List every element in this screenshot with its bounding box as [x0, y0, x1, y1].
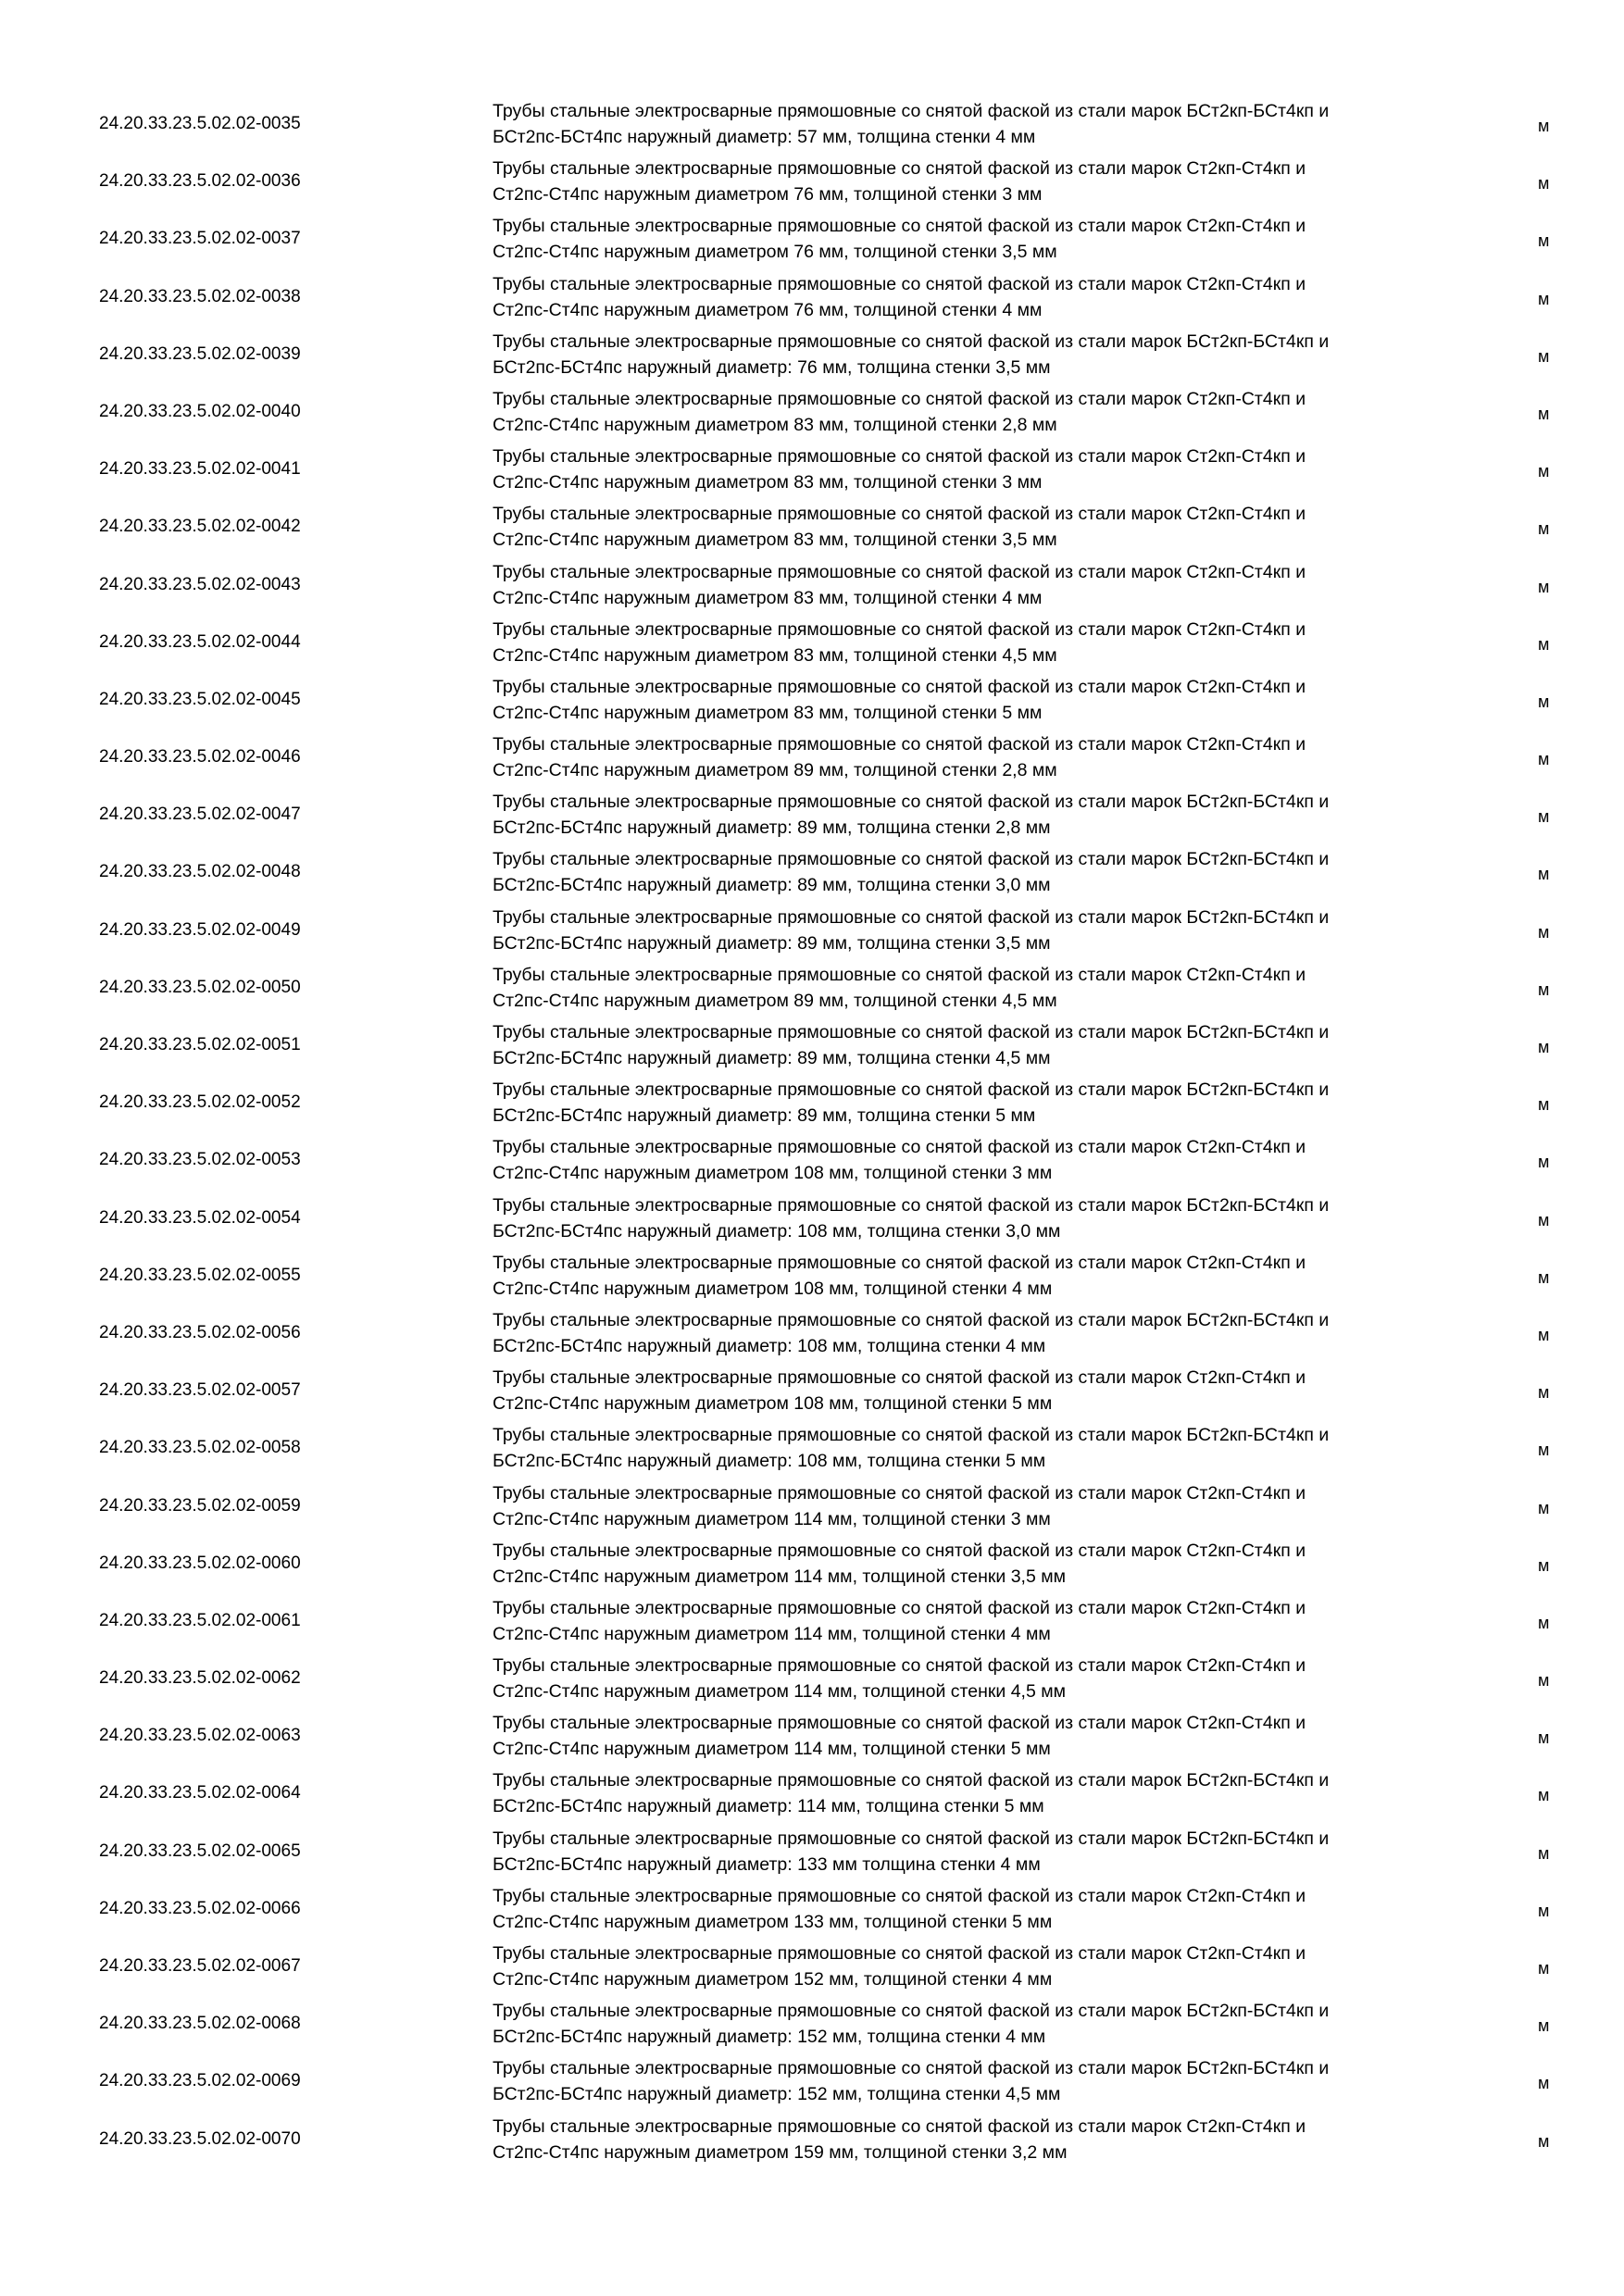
table-row: [0, 1250, 1624, 1307]
item-code: 24.20.33.23.5.02.02-0054: [99, 1207, 301, 1228]
description-line-1: Трубы стальные электросварные прямошовные со снятой фаской из стали марок БСт2кп-БСт4кп и: [493, 1022, 1330, 1042]
item-description: [493, 1767, 1455, 1819]
item-description: [493, 443, 1455, 495]
table-row: [0, 846, 1624, 904]
item-description: [493, 1998, 1455, 2050]
item-unit: м: [1538, 1613, 1550, 1632]
description-line-1: Трубы стальные электросварные прямошовные со снятой фаской из стали марок БСт2кп-БСт4кп и: [493, 1194, 1330, 1216]
item-description: [493, 1134, 1455, 1186]
description-line-1: Трубы стальные электросварные прямошовные со снятой фаской из стали марок Ст2кп-Ст4кп и: [493, 561, 1306, 582]
item-unit: м: [1538, 1498, 1550, 1517]
item-unit: м: [1538, 1671, 1550, 1691]
item-unit: м: [1538, 1383, 1550, 1403]
item-code: 24.20.33.23.5.02.02-0041: [99, 459, 301, 480]
description-line-1: Трубы стальные электросварные прямошовные со снятой фаской из стали марок Ст2кп-Ст4кп и: [493, 504, 1306, 525]
table-row: [0, 617, 1624, 674]
item-code: 24.20.33.23.5.02.02-0064: [99, 1783, 301, 1803]
item-unit: м: [1538, 1843, 1550, 1863]
description-line-1: Трубы стальные электросварные прямошовные со снятой фаской из стали марок Ст2кп-Ст4кп и: [493, 676, 1306, 697]
item-unit: м: [1538, 1210, 1550, 1229]
item-unit: м: [1538, 289, 1550, 308]
description-line-2: БСт2пс-БСт4пс наружный диаметр: 76 мм, толщина стенки 3,5 мм: [493, 356, 1051, 378]
item-description: [493, 156, 1455, 207]
item-description: [493, 1307, 1455, 1359]
description-line-2: Ст2пс-Ст4пс наружным диаметром 114 мм, толщиной стенки 5 мм: [493, 1739, 1051, 1760]
item-code: 24.20.33.23.5.02.02-0055: [99, 1265, 301, 1285]
table-row: [0, 329, 1624, 386]
item-description: [493, 1250, 1455, 1302]
description-line-1: Трубы стальные электросварные прямошовные со снятой фаской из стали марок Ст2кп-Ст4кп и: [493, 1540, 1306, 1561]
description-line-2: БСт2пс-БСт4пс наружный диаметр: 89 мм, толщина стенки 3,5 мм: [493, 932, 1051, 954]
table-row: [0, 98, 1624, 156]
table-row: [0, 1883, 1624, 1940]
item-unit: м: [1538, 117, 1550, 135]
description-line-2: БСт2пс-БСт4пс наружный диаметр: 89 мм, толщина стенки 2,8 мм: [493, 817, 1051, 839]
item-code: 24.20.33.23.5.02.02-0060: [99, 1553, 301, 1573]
item-code: 24.20.33.23.5.02.02-0063: [99, 1726, 301, 1746]
item-unit: м: [1538, 2016, 1550, 2036]
description-line-1: Трубы стальные электросварные прямошовные со снятой фаской из стали марок Ст2кп-Ст4кп и: [493, 216, 1306, 237]
item-code: 24.20.33.23.5.02.02-0053: [99, 1150, 301, 1170]
item-code: 24.20.33.23.5.02.02-0068: [99, 2014, 301, 2034]
description-line-1: Трубы стальные электросварные прямошовные со снятой фаской из стали марок БСт2кп-БСт4кп и: [493, 1425, 1330, 1446]
item-code: 24.20.33.23.5.02.02-0036: [99, 171, 301, 192]
item-code: 24.20.33.23.5.02.02-0058: [99, 1438, 301, 1458]
item-description: [493, 962, 1455, 1014]
item-code: 24.20.33.23.5.02.02-0039: [99, 343, 301, 364]
item-code: 24.20.33.23.5.02.02-0056: [99, 1322, 301, 1342]
table-row: [0, 1307, 1624, 1365]
item-unit: м: [1538, 231, 1550, 251]
item-code: 24.20.33.23.5.02.02-0069: [99, 2071, 301, 2091]
item-unit: м: [1538, 1901, 1550, 1920]
description-line-2: Ст2пс-Ст4пс наружным диаметром 83 мм, толщиной стенки 4 мм: [493, 587, 1043, 608]
description-line-2: БСт2пс-БСт4пс наружный диаметр: 89 мм, толщина стенки 3,0 мм: [493, 875, 1051, 896]
description-line-2: Ст2пс-Ст4пс наружным диаметром 159 мм, толщиной стенки 3,2 мм: [493, 2141, 1068, 2163]
item-description: [493, 617, 1455, 668]
item-unit: м: [1538, 346, 1550, 366]
item-description: [493, 559, 1455, 611]
description-line-2: БСт2пс-БСт4пс наружный диаметр: 89 мм, толщина стенки 4,5 мм: [493, 1048, 1051, 1068]
description-line-1: Трубы стальные электросварные прямошовные со снятой фаской из стали марок Ст2кп-Ст4кп и: [493, 1943, 1306, 1964]
item-description: [493, 731, 1455, 783]
item-unit: м: [1538, 1153, 1550, 1172]
description-line-1: Трубы стальные электросварные прямошовные со снятой фаской из стали марок Ст2кп-Ст4кп и: [493, 1597, 1306, 1618]
description-line-2: БСт2пс-БСт4пс наружный диаметр: 152 мм, толщина стенки 4 мм: [493, 2027, 1046, 2048]
table-row: [0, 1480, 1624, 1538]
description-line-2: Ст2пс-Ст4пс наружным диаметром 114 мм, толщиной стенки 4 мм: [493, 1623, 1051, 1644]
table-row: [0, 1365, 1624, 1422]
description-line-2: БСт2пс-БСт4пс наружный диаметр: 152 мм, толщина стенки 4,5 мм: [493, 2084, 1061, 2105]
item-description: [493, 1883, 1455, 1935]
item-description: [493, 1422, 1455, 1474]
description-line-1: Трубы стальные электросварные прямошовные со снятой фаской из стали марок Ст2кп-Ст4кп и: [493, 1655, 1306, 1677]
table-row: [0, 559, 1624, 617]
item-description: [493, 213, 1455, 265]
description-line-2: Ст2пс-Ст4пс наружным диаметром 89 мм, толщиной стенки 4,5 мм: [493, 990, 1057, 1011]
description-line-2: Ст2пс-Ст4пс наружным диаметром 114 мм, толщиной стенки 4,5 мм: [493, 1681, 1067, 1703]
item-description: [493, 329, 1455, 381]
description-line-1: Трубы стальные электросварные прямошовные со снятой фаской из стали марок Ст2кп-Ст4кп и: [493, 1367, 1306, 1389]
table-row: [0, 1998, 1624, 2055]
item-unit: м: [1538, 1959, 1550, 1978]
description-line-1: Трубы стальные электросварные прямошовные со снятой фаской из стали марок Ст2кп-Ст4кп и: [493, 388, 1306, 409]
description-line-2: БСт2пс-БСт4пс наружный диаметр: 108 мм, толщина стенки 5 мм: [493, 1451, 1046, 1472]
table-row: [0, 271, 1624, 329]
description-line-1: Трубы стальные электросварные прямошовные со снятой фаской из стали марок Ст2кп-Ст4кп и: [493, 273, 1306, 294]
description-line-2: Ст2пс-Ст4пс наружным диаметром 83 мм, толщиной стенки 3,5 мм: [493, 530, 1057, 551]
item-code: 24.20.33.23.5.02.02-0057: [99, 1380, 301, 1401]
item-unit: м: [1538, 404, 1550, 423]
item-unit: м: [1538, 577, 1550, 596]
description-line-1: Трубы стальные электросварные прямошовные со снятой фаской из стали марок Ст2кп-Ст4кп и: [493, 964, 1306, 985]
description-line-1: Трубы стальные электросварные прямошовные со снятой фаской из стали марок БСт2кп-БСт4кп и: [493, 2001, 1330, 2022]
table-row: [0, 501, 1624, 558]
description-line-2: Ст2пс-Ст4пс наружным диаметром 114 мм, толщиной стенки 3,5 мм: [493, 1566, 1067, 1587]
table-row: [0, 731, 1624, 789]
description-line-1: Трубы стальные электросварные прямошовные со снятой фаской из стали марок БСт2кп-БСт4кп и: [493, 1309, 1330, 1330]
description-line-2: Ст2пс-Ст4пс наружным диаметром 133 мм, толщиной стенки 5 мм: [493, 1911, 1053, 1932]
description-line-1: Трубы стальные электросварные прямошовные со снятой фаской из стали марок БСт2кп-БСт4кп и: [493, 2058, 1330, 2079]
table-row: [0, 905, 1624, 962]
description-line-2: БСт2пс-БСт4пс наружный диаметр: 57 мм, толщина стенки 4 мм: [493, 127, 1036, 147]
description-line-1: Трубы стальные электросварные прямошовные со снятой фаской из стали марок Ст2кп-Ст4кп и: [493, 1137, 1306, 1158]
description-line-2: Ст2пс-Ст4пс наружным диаметром 152 мм, толщиной стенки 4 мм: [493, 1969, 1053, 1990]
item-code: 24.20.33.23.5.02.02-0070: [99, 2128, 301, 2149]
item-code: 24.20.33.23.5.02.02-0052: [99, 1092, 301, 1113]
description-line-2: Ст2пс-Ст4пс наружным диаметром 89 мм, толщиной стенки 2,8 мм: [493, 760, 1057, 781]
item-description: [493, 674, 1455, 726]
item-code: 24.20.33.23.5.02.02-0042: [99, 517, 301, 537]
description-line-1: Трубы стальные электросварные прямошовные со снятой фаской из стали марок Ст2кп-Ст4кп и: [493, 1885, 1306, 1906]
item-code: 24.20.33.23.5.02.02-0048: [99, 862, 301, 882]
table-row: [0, 1422, 1624, 1479]
table-row: [0, 1134, 1624, 1192]
item-code: 24.20.33.23.5.02.02-0051: [99, 1035, 301, 1054]
item-description: [493, 1192, 1455, 1244]
item-unit: м: [1538, 1728, 1550, 1748]
item-code: 24.20.33.23.5.02.02-0035: [99, 114, 301, 133]
description-line-2: Ст2пс-Ст4пс наружным диаметром 108 мм, толщиной стенки 4 мм: [493, 1278, 1053, 1299]
item-code: 24.20.33.23.5.02.02-0059: [99, 1495, 301, 1516]
table-row: [0, 1710, 1624, 1767]
item-code: 24.20.33.23.5.02.02-0043: [99, 574, 301, 594]
item-code: 24.20.33.23.5.02.02-0045: [99, 689, 301, 709]
description-line-1: Трубы стальные электросварные прямошовные со снятой фаской из стали марок БСт2кп-БСт4кп и: [493, 1079, 1330, 1101]
item-code: 24.20.33.23.5.02.02-0067: [99, 1956, 301, 1976]
item-unit: м: [1538, 462, 1550, 481]
description-line-2: Ст2пс-Ст4пс наружным диаметром 108 мм, толщиной стенки 3 мм: [493, 1163, 1053, 1184]
description-line-2: БСт2пс-БСт4пс наружный диаметр: 108 мм, толщина стенки 4 мм: [493, 1335, 1046, 1356]
item-description: [493, 501, 1455, 553]
item-code: 24.20.33.23.5.02.02-0049: [99, 919, 301, 940]
table-row: [0, 213, 1624, 270]
description-line-1: Трубы стальные электросварные прямошовные со снятой фаской из стали марок Ст2кп-Ст4кп и: [493, 1713, 1306, 1734]
item-unit: м: [1538, 1325, 1550, 1344]
item-code: 24.20.33.23.5.02.02-0050: [99, 977, 301, 997]
item-description: [493, 789, 1455, 841]
description-line-1: Трубы стальные электросварные прямошовные со снятой фаской из стали марок Ст2кп-Ст4кп и: [493, 1482, 1306, 1504]
table-row: [0, 2055, 1624, 2113]
item-description: [493, 1826, 1455, 1878]
description-line-1: Трубы стальные электросварные прямошовные со снятой фаской из стали марок БСт2кп-БСт4кп и: [493, 849, 1330, 870]
table-row: [0, 386, 1624, 443]
table-row: [0, 789, 1624, 846]
item-code: 24.20.33.23.5.02.02-0046: [99, 747, 301, 767]
item-unit: м: [1538, 519, 1550, 539]
description-line-2: БСт2пс-БСт4пс наружный диаметр: 89 мм, толщина стенки 5 мм: [493, 1105, 1036, 1127]
table-row: [0, 1595, 1624, 1653]
item-description: [493, 1480, 1455, 1532]
table-row: [0, 443, 1624, 501]
item-description: [493, 1077, 1455, 1129]
table-row: [0, 1538, 1624, 1595]
table-row: [0, 1653, 1624, 1710]
item-description: [493, 1538, 1455, 1590]
item-description: [493, 386, 1455, 438]
description-line-2: Ст2пс-Ст4пс наружным диаметром 83 мм, толщиной стенки 4,5 мм: [493, 644, 1057, 666]
item-description: [493, 1019, 1455, 1071]
item-code: 24.20.33.23.5.02.02-0061: [99, 1610, 301, 1630]
description-line-2: Ст2пс-Ст4пс наружным диаметром 76 мм, толщиной стенки 3 мм: [493, 184, 1043, 206]
item-description: [493, 1940, 1455, 1992]
item-unit: м: [1538, 174, 1550, 193]
description-line-2: Ст2пс-Ст4пс наружным диаметром 76 мм, толщиной стенки 4 мм: [493, 299, 1043, 320]
description-line-1: Трубы стальные электросварные прямошовные со снятой фаской из стали марок БСт2кп-БСт4кп и: [493, 101, 1330, 121]
item-description: [493, 1595, 1455, 1647]
item-code: 24.20.33.23.5.02.02-0037: [99, 229, 301, 249]
table-row: [0, 1826, 1624, 1883]
item-unit: м: [1538, 1441, 1550, 1460]
table-row: [0, 1019, 1624, 1077]
item-description: [493, 98, 1455, 150]
item-unit: м: [1538, 922, 1550, 942]
description-line-2: БСт2пс-БСт4пс наружный диаметр: 133 мм толщина стенки 4 мм: [493, 1853, 1041, 1875]
table-row: [0, 2114, 1624, 2171]
item-description: [493, 905, 1455, 956]
item-code: 24.20.33.23.5.02.02-0066: [99, 1898, 301, 1918]
item-code: 24.20.33.23.5.02.02-0038: [99, 286, 301, 306]
description-line-1: Трубы стальные электросварные прямошовные со снятой фаской из стали марок БСт2кп-БСт4кп и: [493, 792, 1330, 813]
item-unit: м: [1538, 1038, 1550, 1056]
description-line-1: Трубы стальные электросварные прямошовные со снятой фаской из стали марок Ст2кп-Ст4кп и: [493, 158, 1306, 180]
description-line-2: Ст2пс-Ст4пс наружным диаметром 114 мм, толщиной стенки 3 мм: [493, 1508, 1051, 1529]
description-line-1: Трубы стальные электросварные прямошовные со снятой фаской из стали марок Ст2кп-Ст4кп и: [493, 1252, 1306, 1273]
catalog-table: [0, 98, 1624, 2171]
item-unit: м: [1538, 1267, 1550, 1287]
item-description: [493, 271, 1455, 323]
item-description: [493, 2055, 1455, 2107]
description-line-1: Трубы стальные электросварные прямошовные со снятой фаской из стали марок БСт2кп-БСт4кп и: [493, 1770, 1330, 1791]
item-unit: м: [1538, 2074, 1550, 2093]
table-row: [0, 962, 1624, 1019]
item-description: [493, 846, 1455, 898]
item-description: [493, 1710, 1455, 1762]
description-line-2: Ст2пс-Ст4пс наружным диаметром 83 мм, толщиной стенки 3 мм: [493, 472, 1043, 493]
item-unit: м: [1538, 865, 1550, 884]
item-description: [493, 1653, 1455, 1704]
description-line-1: Трубы стальные электросварные прямошовные со снятой фаской из стали марок БСт2кп-БСт4кп и: [493, 1828, 1330, 1849]
item-description: [493, 1365, 1455, 1416]
table-row: [0, 674, 1624, 731]
item-code: 24.20.33.23.5.02.02-0062: [99, 1668, 301, 1689]
item-unit: м: [1538, 692, 1550, 711]
item-unit: м: [1538, 807, 1550, 827]
description-line-2: Ст2пс-Ст4пс наружным диаметром 76 мм, толщиной стенки 3,5 мм: [493, 242, 1057, 263]
description-line-1: Трубы стальные электросварные прямошовные со снятой фаской из стали марок Ст2кп-Ст4кп и: [493, 2115, 1306, 2137]
table-row: [0, 1767, 1624, 1825]
description-line-1: Трубы стальные электросварные прямошовные со снятой фаской из стали марок БСт2кп-БСт4кп и: [493, 331, 1330, 352]
item-unit: м: [1538, 1786, 1550, 1805]
table-row: [0, 1940, 1624, 1998]
description-line-2: Ст2пс-Ст4пс наружным диаметром 83 мм, толщиной стенки 5 мм: [493, 702, 1043, 723]
description-line-1: Трубы стальные электросварные прямошовные со снятой фаской из стали марок БСт2кп-БСт4кп и: [493, 906, 1330, 928]
description-line-2: Ст2пс-Ст4пс наружным диаметром 108 мм, толщиной стенки 5 мм: [493, 1393, 1053, 1415]
item-unit: м: [1538, 1555, 1550, 1575]
item-code: 24.20.33.23.5.02.02-0044: [99, 631, 301, 652]
item-code: 24.20.33.23.5.02.02-0047: [99, 805, 301, 825]
item-unit: м: [1538, 750, 1550, 769]
item-unit: м: [1538, 634, 1550, 654]
description-line-1: Трубы стальные электросварные прямошовные со снятой фаской из стали марок Ст2кп-Ст4кп и: [493, 734, 1306, 755]
item-code: 24.20.33.23.5.02.02-0065: [99, 1841, 301, 1861]
description-line-1: Трубы стальные электросварные прямошовные со снятой фаской из стали марок Ст2кп-Ст4кп и: [493, 618, 1306, 640]
item-unit: м: [1538, 1095, 1550, 1115]
item-description: [493, 2114, 1455, 2165]
item-unit: м: [1538, 980, 1550, 999]
item-code: 24.20.33.23.5.02.02-0040: [99, 401, 301, 421]
description-line-2: Ст2пс-Ст4пс наружным диаметром 83 мм, толщиной стенки 2,8 мм: [493, 414, 1057, 435]
item-unit: м: [1538, 2131, 1550, 2151]
table-row: [0, 156, 1624, 213]
description-line-1: Трубы стальные электросварные прямошовные со снятой фаской из стали марок Ст2кп-Ст4кп и: [493, 446, 1306, 468]
table-row: [0, 1077, 1624, 1134]
description-line-2: БСт2пс-БСт4пс наружный диаметр: 108 мм, толщина стенки 3,0 мм: [493, 1220, 1061, 1242]
description-line-2: БСт2пс-БСт4пс наружный диаметр: 114 мм, толщина стенки 5 мм: [493, 1796, 1044, 1817]
table-row: [0, 1192, 1624, 1250]
